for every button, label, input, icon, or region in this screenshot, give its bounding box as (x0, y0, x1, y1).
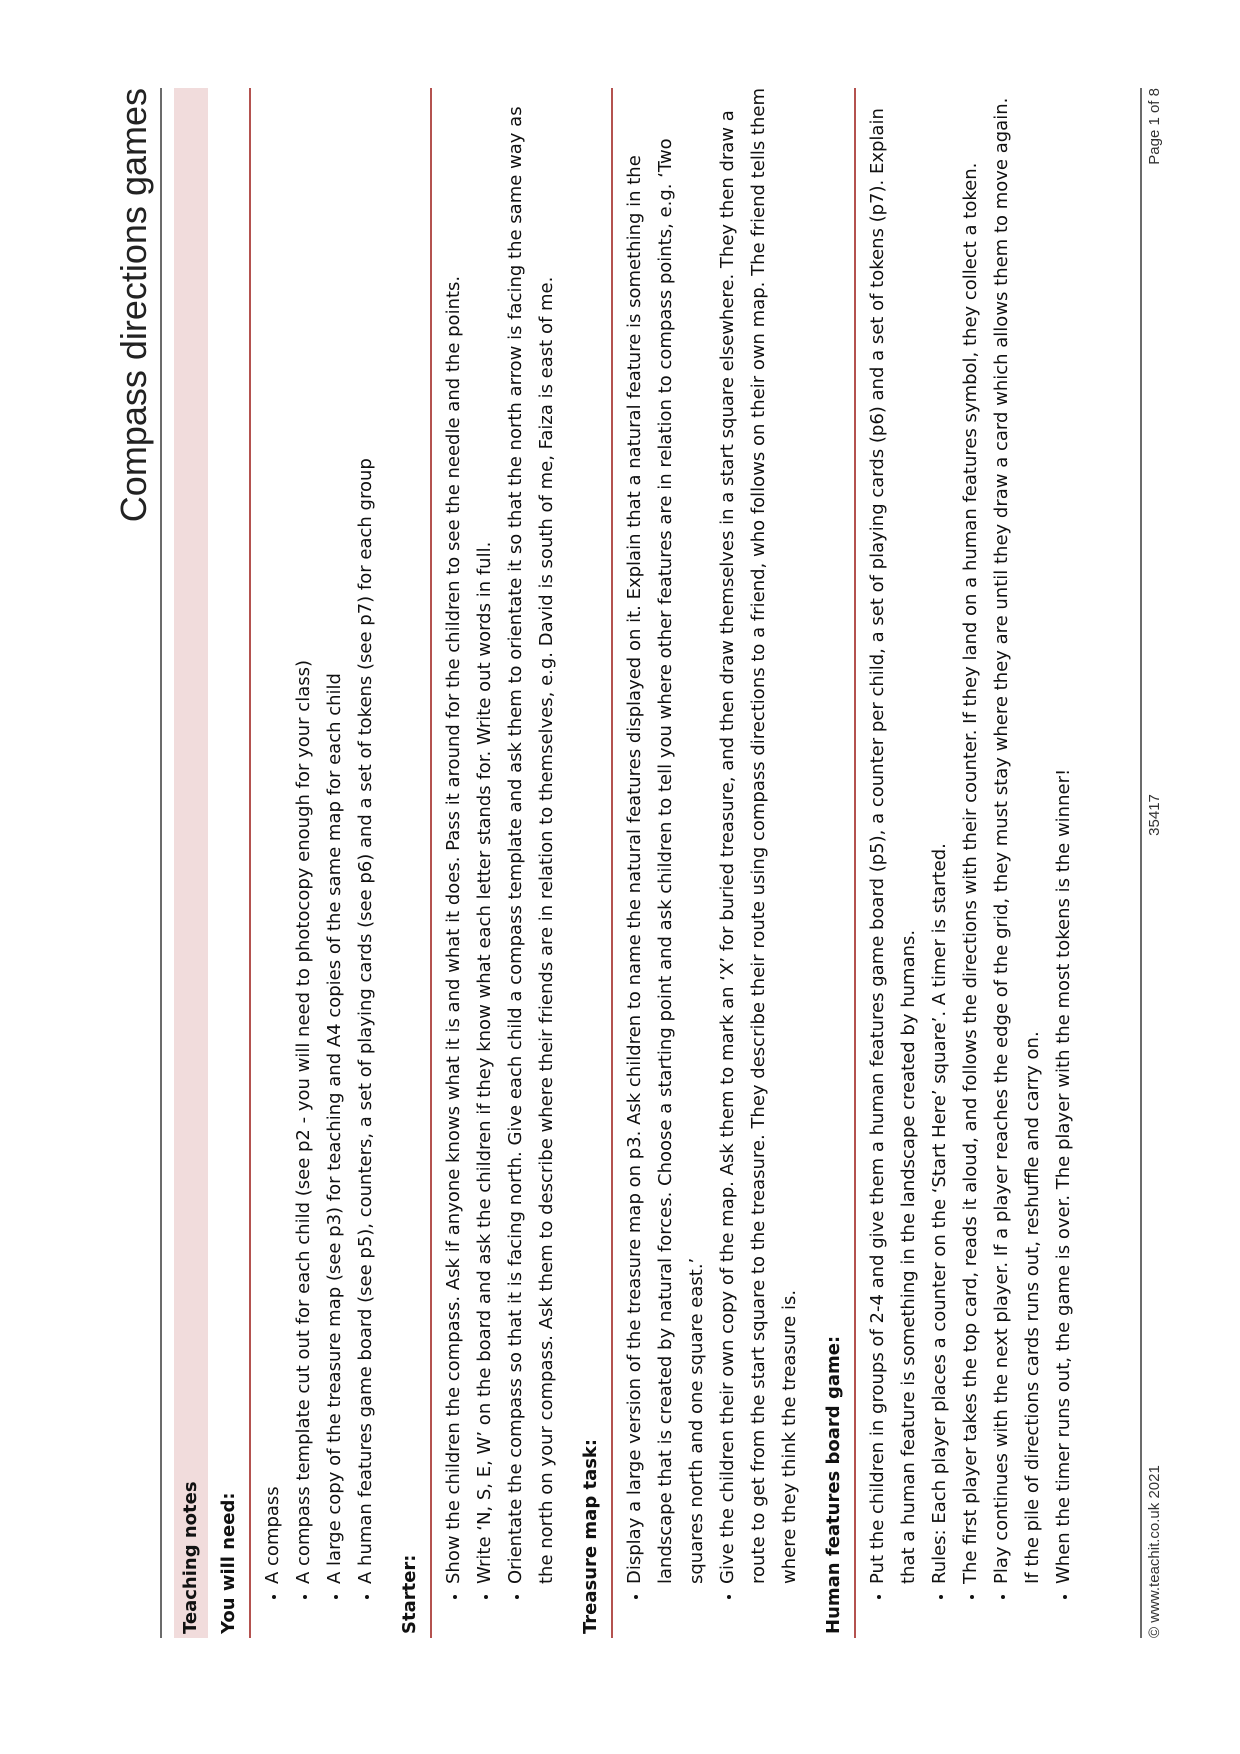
title-row (112, 88, 162, 1638)
list-item: • Show the children the compass. Ask if anyone knows what it is and what it does. Pass it around for the children to see the needle and the points. (438, 88, 469, 1584)
board-game-list (862, 88, 1079, 1638)
list-item: • The first player takes the top card, reads it aloud, and follows the directions with their counter. If they land on a human features symbol, they collect a token. (955, 88, 986, 1584)
starter-list (438, 88, 562, 1638)
you-will-need-heading: You will need: (210, 88, 251, 1638)
list-item: • Display a large version of the treasure map on p3. Ask children to name the natural features displayed on it. Explain that a natural feature is something in the landscape that is created by natural forces. Choose a starting point and ask children to tell you where other features are in relation to compass points, e.g. ‘Two squares north and one square east.’ (619, 88, 712, 1584)
list-item: • A large copy of the treasure map (see p3) for teaching and A4 copies of the same map for each child (319, 88, 350, 1584)
list-item: • Write ‘N, S, E, W’ on the board and ask the children if they know what each letter stands for. Write out words in full. (469, 88, 500, 1584)
copyright: © www.teachit.co.uk 2021 (1146, 1465, 1163, 1638)
list-item: • Give the children their own copy of the map. Ask them to mark an ‘X’ for buried treasure, and then draw themselves in a start square elsewhere. They then draw a route to get from the start square to the treasure. They describe their route using compass directions to a friend, who follows on their own map. The friend tells them where they think the treasure is. (712, 88, 805, 1584)
treasure-map-heading: Treasure map task: (572, 88, 613, 1638)
treasure-map-list (619, 88, 805, 1638)
list-item: • A compass (257, 88, 288, 1584)
list-item: • When the timer runs out, the game is over. The player with the most tokens is the winner! (1048, 88, 1079, 1584)
list-item: • Put the children in groups of 2-4 and give them a human features game board (p5), a counter per child, a set of playing cards (p6) and a set of tokens (p7). Explain that a human feature is something in the landscape created by humans. (862, 88, 924, 1584)
page-number: Page 1 of 8 (1146, 88, 1163, 165)
starter-heading: Starter: (391, 88, 432, 1638)
board-game-heading: Human features board game: (815, 88, 856, 1638)
list-item: • Play continues with the next player. If a player reaches the edge of the grid, they must stay where they are until they draw a card which allows them to move again. If the pile of directions cards runs out, reshuffle and carry on. (986, 88, 1048, 1584)
list-item: • A compass template cut out for each child (see p2 - you will need to photocopy enough for your class) (288, 88, 319, 1584)
teaching-notes-heading: Teaching notes (174, 88, 208, 1638)
footer (1140, 88, 1163, 1638)
list-item: • Rules: Each player places a counter on the ‘Start Here’ square’. A timer is started. (924, 88, 955, 1584)
you-will-need-list (257, 88, 381, 1638)
list-item: • Orientate the compass so that it is facing north. Give each child a compass template and ask them to orientate it so that the north arrow is facing the same way as the north on your compass. Ask them to describe where their friends are in relation to themselves, e.g. David is south of me, Faiza is east of me. (500, 88, 562, 1584)
resource-code: 35417 (1146, 794, 1163, 836)
page-title: Compass directions games (113, 88, 154, 523)
list-item: • A human features game board (see p5), counters, a set of playing cards (see p6) and a set of tokens (see p7) for each group (350, 88, 381, 1584)
